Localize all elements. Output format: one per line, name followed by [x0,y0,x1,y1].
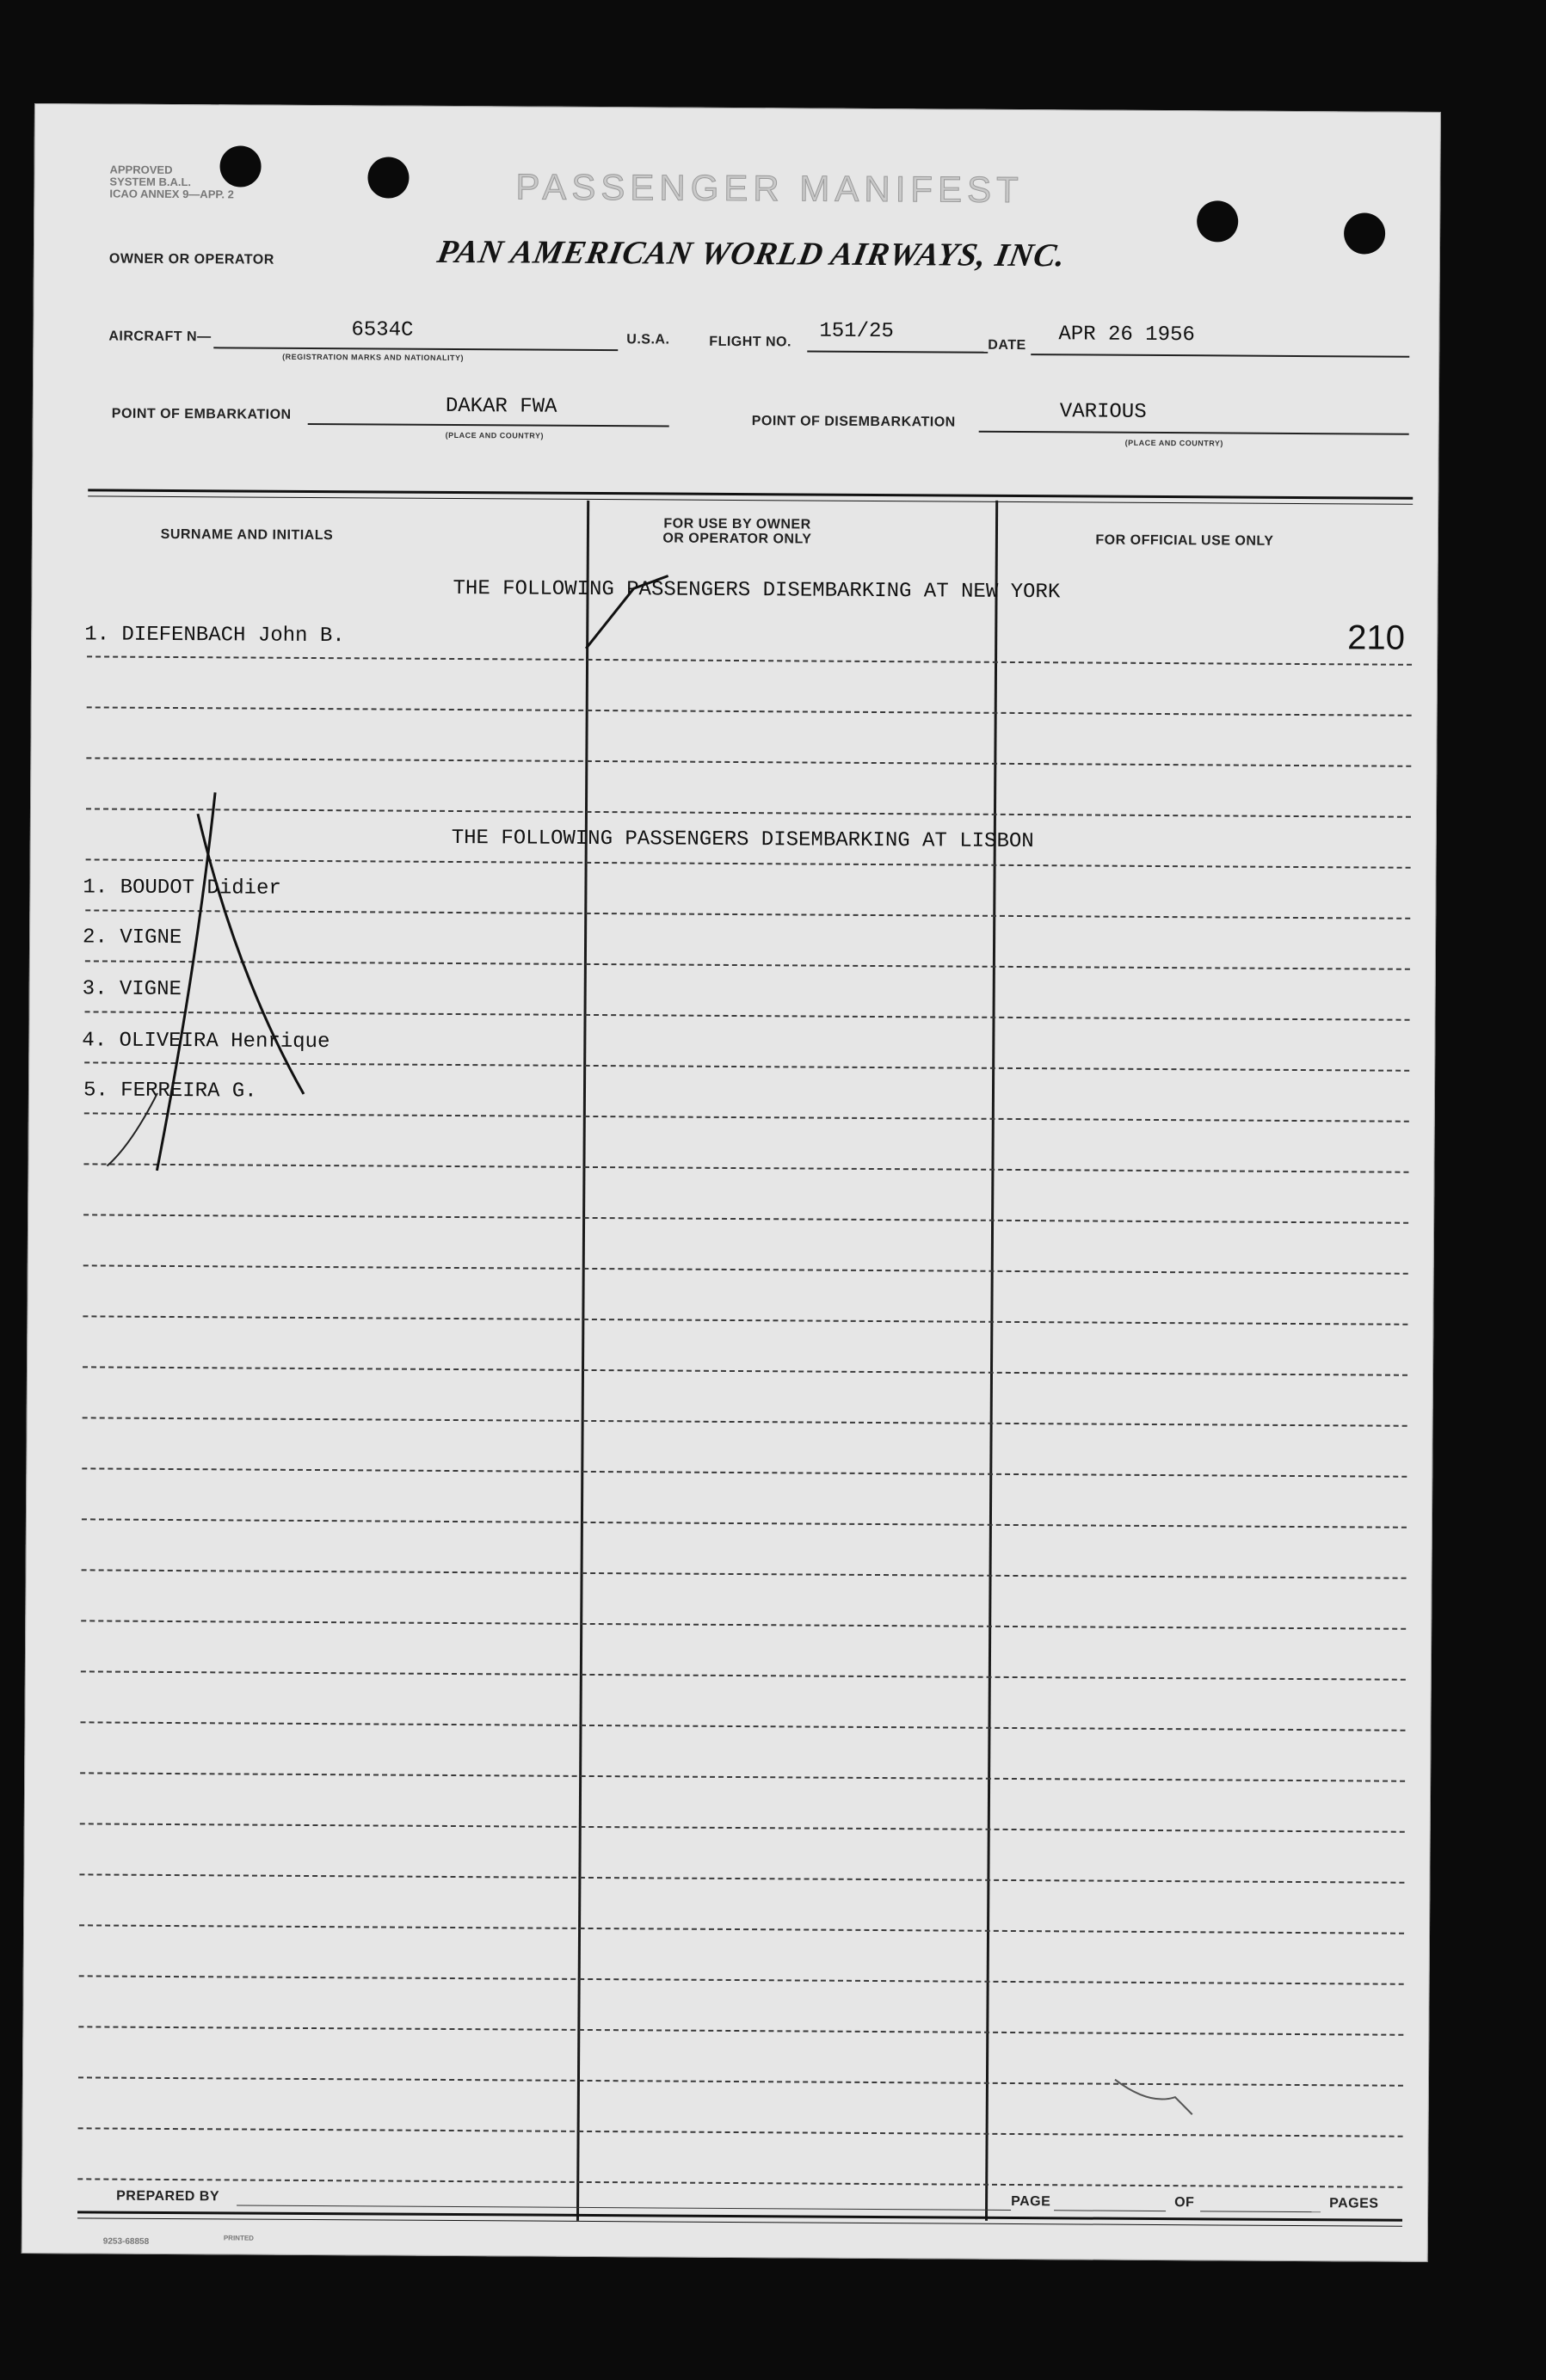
disembarkation-sublabel: (PLACE AND COUNTRY) [1124,438,1223,448]
passenger-row: 5. FERREIRA G. [83,1079,257,1104]
aircraft-value: 6534C [351,318,414,342]
aircraft-label: AIRCRAFT N— [108,329,212,345]
embarkation-sublabel: (PLACE AND COUNTRY) [445,430,545,440]
date-label: DATE [988,337,1026,354]
passenger-row: 2. VIGNE [82,926,182,950]
prepared-by-label: PREPARED BY [116,2188,220,2205]
of-label: OF [1174,2195,1195,2211]
page-label: PAGE [1011,2193,1051,2210]
date-value: APR 26 1956 [1058,323,1195,347]
passenger-row: 1. DIEFENBACH John B. [84,623,345,649]
column-header-official-use: FOR OFFICIAL USE ONLY [1095,532,1274,549]
flight-value: 151/25 [819,319,894,344]
disembarkation-label: POINT OF DISEMBARKATION [751,414,956,430]
flight-label: FLIGHT NO. [709,334,792,350]
approval-line: SYSTEM B.A.L. [109,175,192,189]
approval-line: ICAO ANNEX 9—APP. 2 [109,187,234,201]
group-heading-lisbon: THE FOLLOWING PASSENGERS DISEMBARKING AT LISBON [451,826,1034,854]
embarkation-value: DAKAR FWA [445,394,557,419]
column-header-line: OR OPERATOR ONLY [662,531,812,547]
column-header-line: FOR USE BY OWNER [663,516,811,532]
pen-marks [22,103,1441,2262]
manifest-sheet [22,103,1441,2262]
owner-label: OWNER OR OPERATOR [108,251,274,268]
passenger-row: 1. BOUDOT Didier [83,876,281,901]
strike-line [107,1093,157,1166]
disembarkation-value: VARIOUS [1059,400,1147,424]
embarkation-label: POINT OF EMBARKATION [111,406,292,422]
strike-line [196,814,305,1094]
group-heading-new-york: THE FOLLOWING PASSENGERS DISEMBARKING AT NEW YORK [453,576,1061,605]
passenger-row: 4. OLIVEIRA Henrique [82,1029,330,1055]
printed-mark: PRINTED [223,2234,254,2242]
approval-line: APPROVED [109,163,173,176]
tick-mark [586,575,668,649]
page-scribble [1115,2080,1192,2115]
column-header-surname: SURNAME AND INITIALS [160,526,334,544]
form-title: PASSENGER MANIFEST [515,166,1024,211]
aircraft-sublabel: (REGISTRATION MARKS AND NATIONALITY) [282,352,465,363]
country-label: U.S.A. [626,332,670,347]
form-number: 9253-68858 [102,2236,150,2247]
pages-label: PAGES [1329,2196,1379,2211]
passenger-count: 210 [1347,618,1406,657]
owner-value: PAN AMERICAN WORLD AIRWAYS, INC. [434,233,1069,274]
passenger-row: 3. VIGNE [82,977,182,1002]
